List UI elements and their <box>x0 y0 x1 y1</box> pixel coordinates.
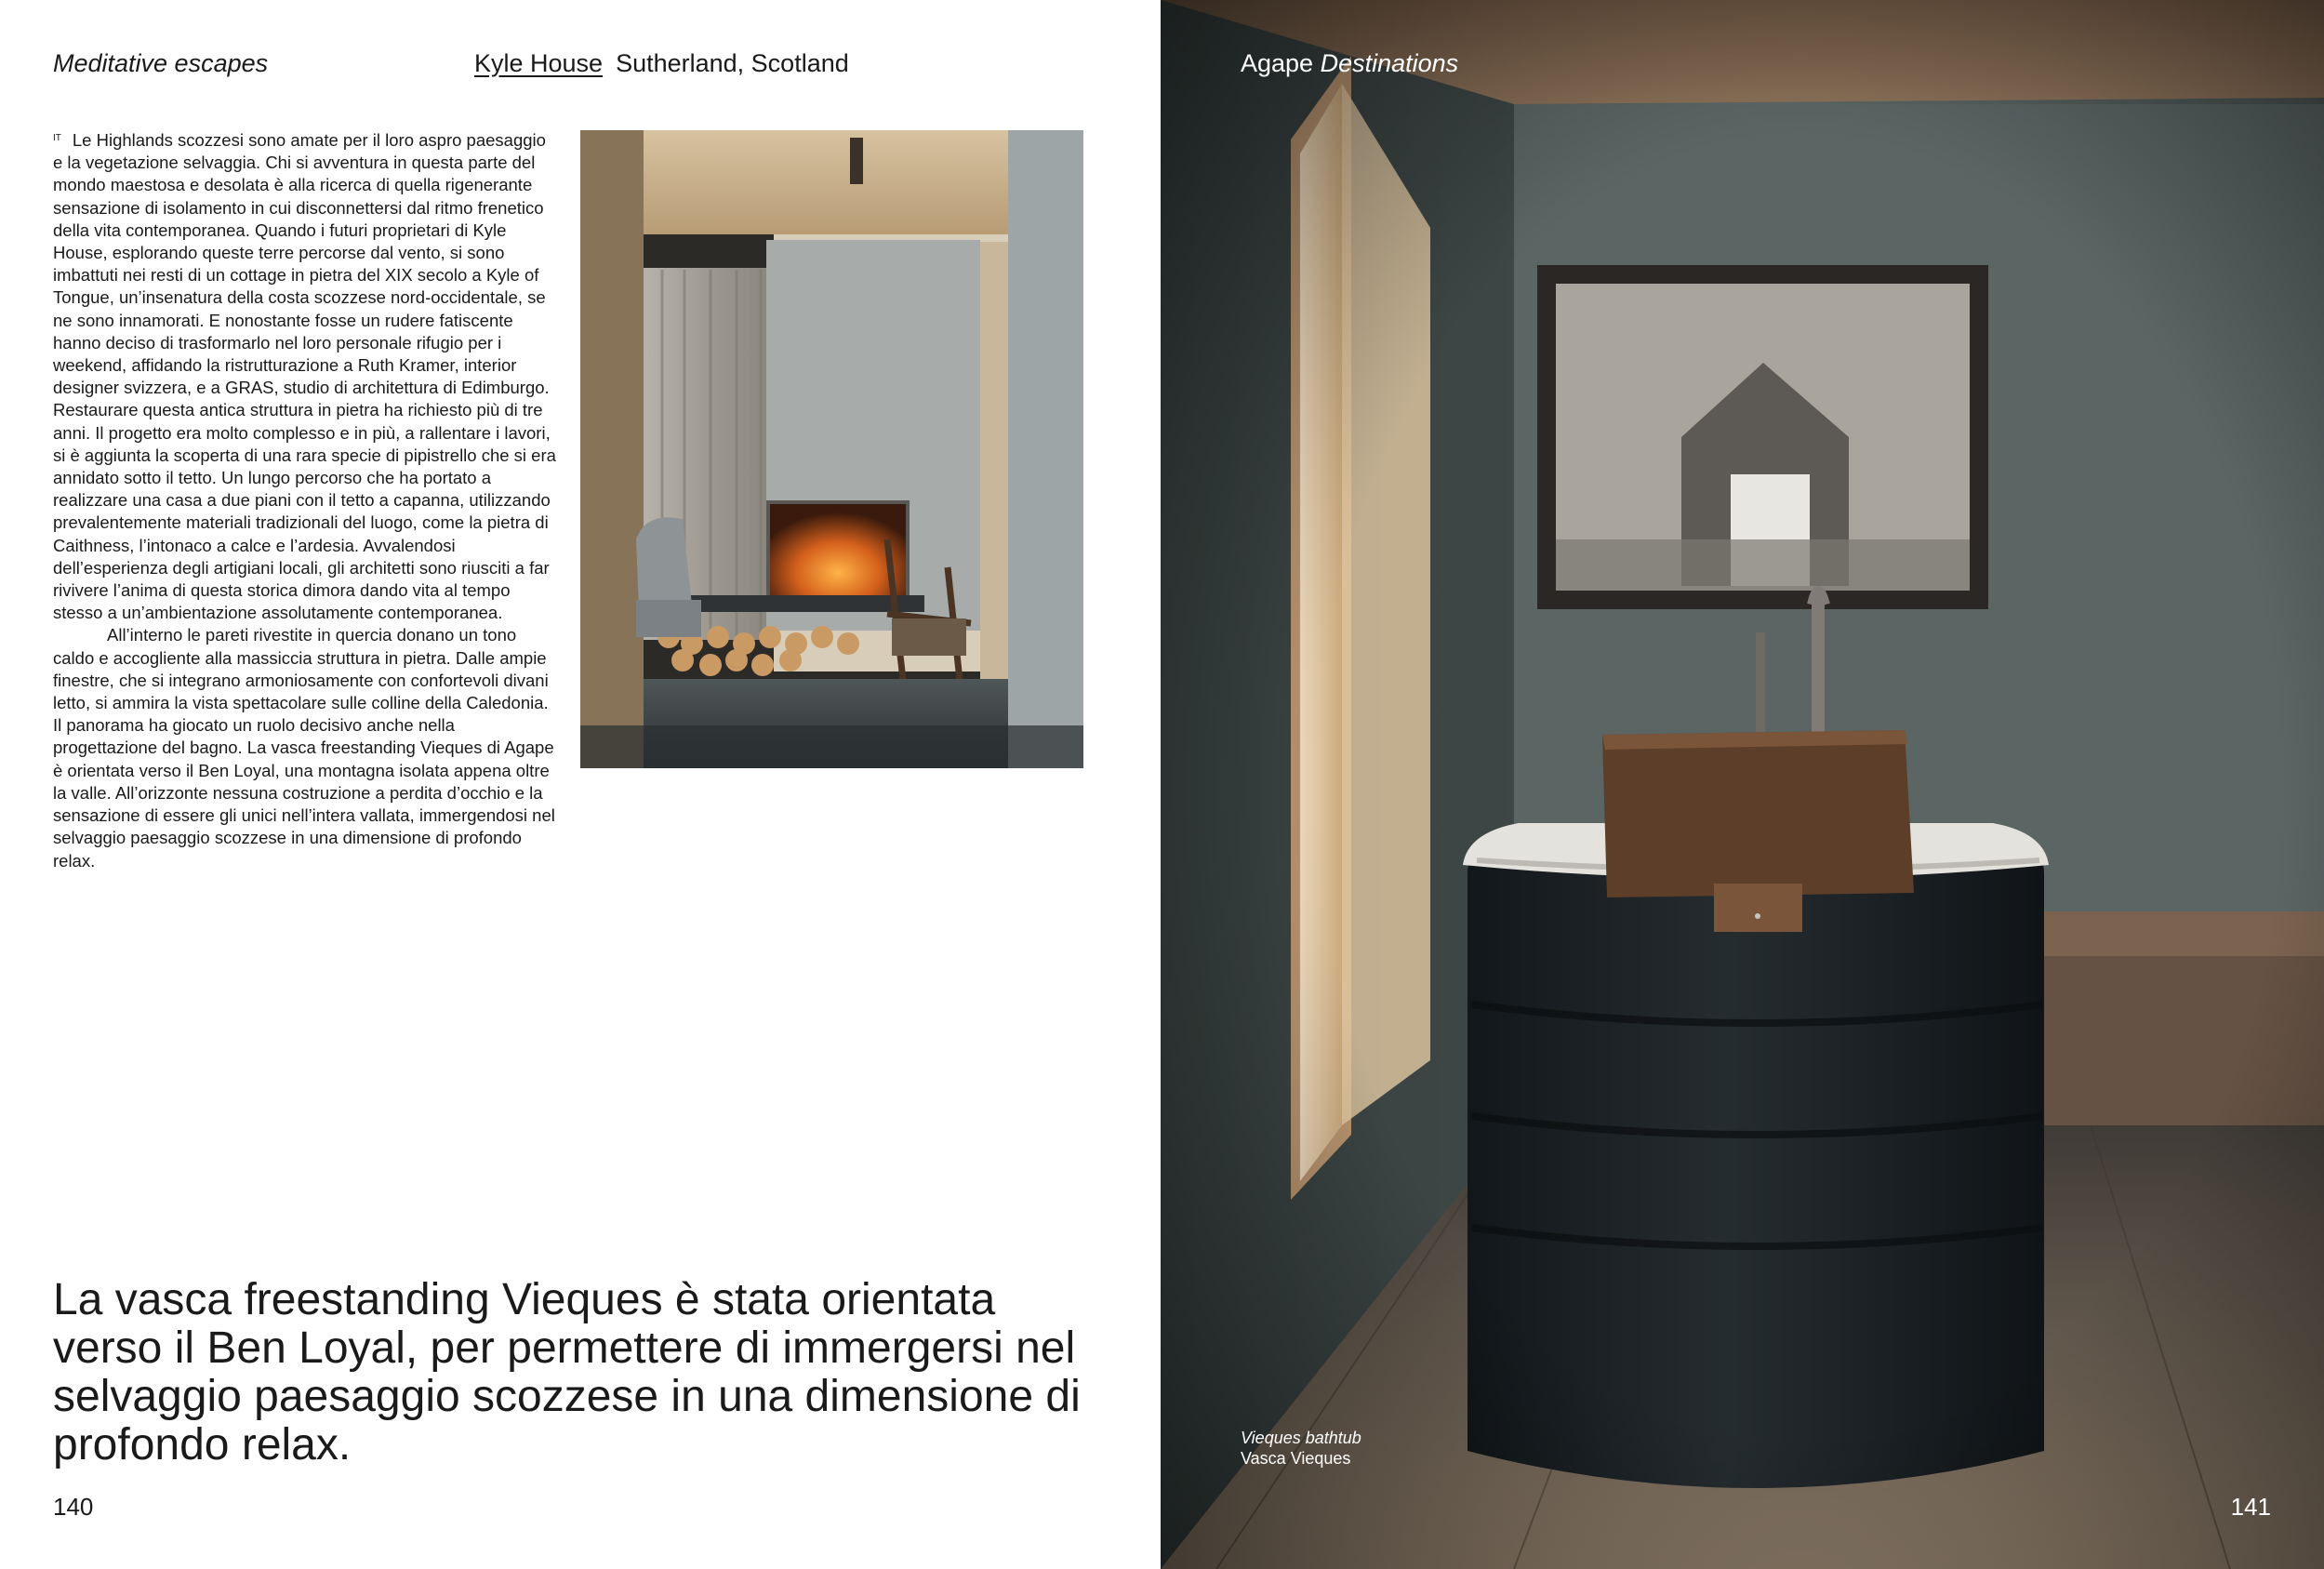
living-room-photo <box>580 130 1083 768</box>
section-label: Meditative escapes <box>53 49 269 77</box>
bathroom-photo <box>1161 0 2324 1569</box>
brand-name: Agape <box>1241 49 1314 77</box>
left-page <box>0 0 1161 1569</box>
project-heading <box>474 48 849 78</box>
page-number-right: 141 <box>2230 1493 2271 1521</box>
paragraph-1 <box>53 127 560 624</box>
project-location: Sutherland, Scotland <box>616 49 849 77</box>
caption-italian: Vasca Vieques <box>1241 1449 1351 1468</box>
brand-heading <box>1241 48 1458 78</box>
page-number-left: 140 <box>53 1493 94 1521</box>
project-name: Kyle House <box>474 49 604 77</box>
caption-english: Vieques bathtub <box>1241 1429 1361 1447</box>
paragraph-2: All’interno le pareti rivestite in quercia donano un tono caldo e accogliente alla massiccia struttura in pietra. Dalle ampie finestre, che si integrano armoniosamente con confortevoli divani letto, si ammira la vista spettacolare sulle colline della Caledonia. <box>53 625 549 713</box>
photo-caption <box>1241 1428 1361 1469</box>
language-marker: IT <box>53 133 61 143</box>
brand-series: Destinations <box>1320 49 1459 77</box>
article-body <box>53 127 560 872</box>
right-page <box>1161 0 2324 1569</box>
paragraph-3: Il panorama ha giocato un ruolo decisivo anche nella progettazione del bagno. La vasca freestanding Vieques di Agape è orientata verso il Ben Loyal, una montagna isolata appena oltre la valle. All’orizzonte nessuna costruzione a perdita d’occhio e la sensazione di essere gli unici nell’intera vallata, immergendosi nel selvaggio paesaggio scozzese in una dimensione di profondo relax. <box>53 715 555 871</box>
pull-quote: La vasca freestanding Vieques è stata orientata verso il Ben Loyal, per permettere di immergersi nel selvaggio paesaggio scozzese in una dimensione di profondo relax. <box>53 1275 1081 1469</box>
fireplace-room-illustration <box>580 130 1083 768</box>
paragraph-1-text: Le Highlands scozzesi sono amate per il loro aspro paesaggio e la vegetazione selvaggia. Chi si avventura in questa parte del mondo maestosa e desolata è alla ricerca di quella rigenerante sensazione di isolamento in cui disconnettersi dal ritmo frenetico della vita contemporanea. Quando i futuri proprietari di Kyle House, esplorando queste terre percorse dal vento, si sono imbattuti nei resti di un cottage in pietra del XIX secolo a Kyle of Tongue, un’insenatura della costa scozzese nord-occidentale, se ne sono innamorati. E nonostante fosse un rudere fatiscente hanno deciso di trasformarlo nel loro personale rifugio per i weekend, affidando la ristrutturazione a Ruth Kramer, interior designer svizzera, e a GRAS, studio di architettura di Edimburgo. Restaurare questa antica struttura in pietra ha richiesto più di tre anni. Il progetto era molto complesso e in più, a rallentare i lavori, si è aggiunta la scoperta di una rara specie di pipistrello che si era annidato sotto il tetto. Un lungo percorso che ha portato a realizzare una casa a due piani con il tetto a capanna, utilizzando prevalentemente materiali tradizionali del luogo, come la pietra di Caithness, l’intonaco a calce e l’ardesia. Avvalendosi dell’esperienza degli artigiani locali, gli architetti sono riusciti a far rivivere l’anima di questa storica dimora dando vita al tempo stesso a un’ambientazione assolutamente contemporanea. <box>53 130 556 623</box>
